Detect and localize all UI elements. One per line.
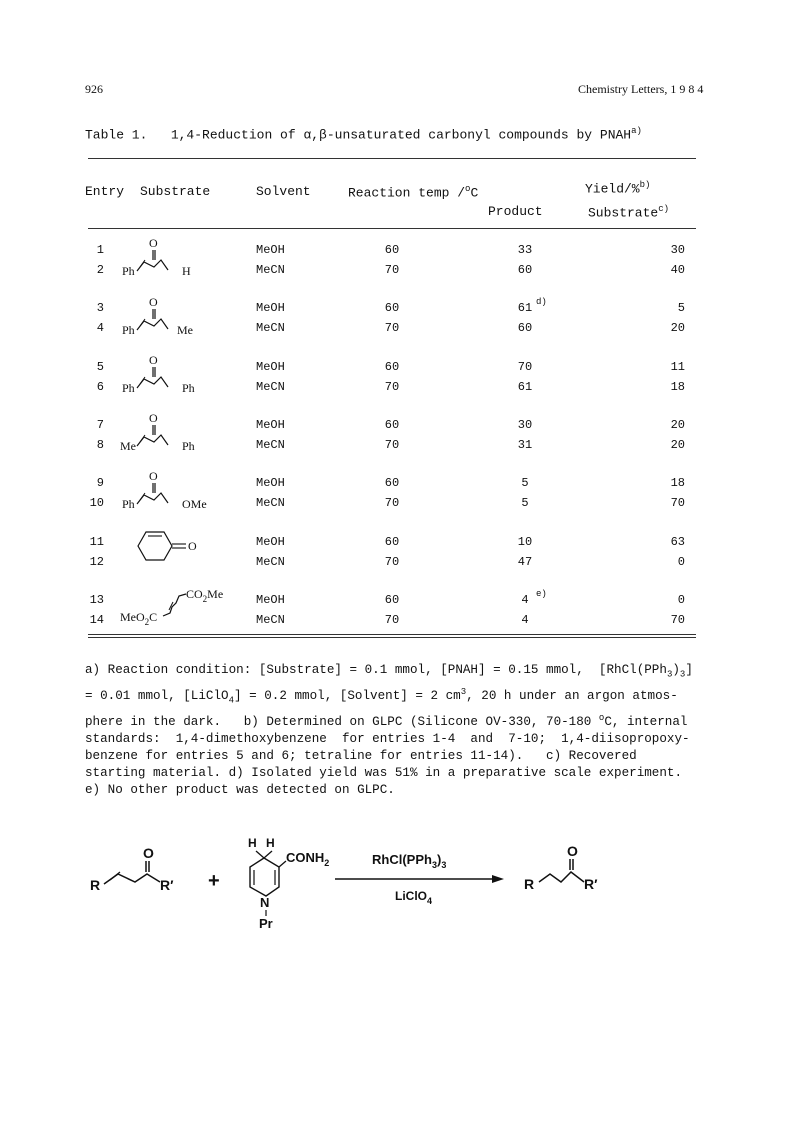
substrate-structure-5 <box>118 469 218 511</box>
entry-cell: 9 <box>96 476 104 491</box>
table-header-rule <box>88 228 696 229</box>
product-yield-cell: 33 <box>517 243 533 257</box>
solvent-cell: MeCN <box>256 263 285 277</box>
product-footnote-mark: e) <box>536 588 547 599</box>
header-solvent: Solvent <box>256 184 311 199</box>
pnah-h2-label: H <box>266 836 275 850</box>
header-recovered-substrate <box>588 204 669 220</box>
entry-cell: 1 <box>96 243 104 257</box>
ph-label: Ph <box>122 323 135 337</box>
solvent-cell: MeCN <box>256 612 285 627</box>
table-label: Table 1. <box>85 127 148 143</box>
meo2c-subscript: 2 <box>144 617 150 627</box>
pnah-conh2-label: $CONH_2$ <box>286 850 330 868</box>
product-yield-cell: 60 <box>517 321 533 336</box>
substrate-structure-2 <box>118 295 198 337</box>
substrate-structure-4 <box>118 411 208 453</box>
oxo-label: O <box>149 236 158 250</box>
ome-label: OMe <box>182 497 207 511</box>
entry-cell: 6 <box>96 379 104 394</box>
co2me-label <box>186 587 223 604</box>
product-yield-cell: 70 <box>517 359 533 374</box>
pnah-h1-label: H <box>248 836 257 850</box>
temp-cell: 70 <box>384 321 400 336</box>
entry-cell: 2 <box>96 263 104 277</box>
substrate-structure-7 <box>100 585 250 627</box>
oxo-label: O <box>149 469 158 483</box>
recovered-substrate-cell: 5 <box>677 301 685 316</box>
footnote-line-7: e) No other product was detected on GLPC. <box>85 782 395 797</box>
oxo-label: O <box>149 353 158 367</box>
product-yield-cell: 30 <box>517 417 533 432</box>
plus-sign: + <box>208 870 220 892</box>
co2me-part: CO <box>186 587 203 601</box>
header-product: Product <box>488 204 543 219</box>
ph-label: Ph <box>182 381 195 395</box>
temp-cell: 60 <box>384 534 400 549</box>
entry-cell: 14 <box>89 612 104 627</box>
reactant-oxo-label: O <box>143 845 154 861</box>
ph-label: Ph <box>122 264 135 278</box>
entry-cell: 4 <box>96 321 104 336</box>
temp-cell: 70 <box>384 437 400 452</box>
product-oxo-label: O <box>567 843 578 859</box>
reaction-arrow <box>335 852 504 906</box>
entry-cell: 7 <box>96 417 104 432</box>
header-recovered-label: Substrate <box>588 205 659 221</box>
temp-cell: 70 <box>384 496 400 511</box>
temp-cell: 70 <box>384 263 400 277</box>
header-temp-label: Reaction temp / <box>348 185 466 201</box>
recovered-substrate-cell: 11 <box>670 359 685 374</box>
temp-cell: 60 <box>384 417 400 432</box>
solvent-cell: MeOH <box>256 359 285 374</box>
reactant-r-label: R <box>90 877 101 893</box>
ph-label: Ph <box>122 381 135 395</box>
product-yield-cell: 5 <box>521 496 529 511</box>
recovered-substrate-cell: 63 <box>670 534 685 549</box>
header-yield-note: b) <box>639 180 651 190</box>
entry-cell: 12 <box>89 554 104 569</box>
product-yield-cell: 5 <box>521 476 529 491</box>
footnote-line-5: benzene for entries 5 and 6; tetraline for entries 11-14). c) Recovered <box>85 748 637 763</box>
substrate-structure-6 <box>128 525 208 567</box>
temp-cell: 60 <box>384 476 400 491</box>
reactant-rprime-label: R′ <box>160 877 174 893</box>
temp-cell: 70 <box>384 379 400 394</box>
footnote-line-6: starting material. d) Isolated yield was 51% in a preparative scale experiment. <box>85 765 683 780</box>
product-footnote-mark: d) <box>536 297 547 308</box>
temp-cell: 60 <box>384 243 400 257</box>
entry-cell: 10 <box>89 496 104 511</box>
meo2c-tail: C <box>149 610 158 624</box>
product-yield-cell: 31 <box>517 437 533 452</box>
pnah-n-label: N <box>260 895 270 910</box>
table-caption <box>85 126 642 142</box>
product-yield-cell: 60 <box>517 263 533 277</box>
me-label: Me <box>120 439 136 453</box>
recovered-substrate-cell: 70 <box>670 496 685 511</box>
product-ketone <box>524 843 598 892</box>
header-reaction-temp <box>348 184 478 200</box>
meo2c-label <box>120 610 157 627</box>
product-r-label: R <box>524 876 535 892</box>
entry-cell: 11 <box>89 534 104 549</box>
solvent-cell: MeCN <box>256 554 285 569</box>
recovered-substrate-cell: 20 <box>670 417 685 432</box>
solvent-cell: MeOH <box>256 301 285 316</box>
solvent-cell: MeCN <box>256 379 285 394</box>
recovered-substrate-cell: 30 <box>670 243 685 257</box>
temp-cell: 70 <box>384 612 400 627</box>
solvent-cell: MeOH <box>256 243 285 257</box>
substrate-structure-3 <box>118 353 208 395</box>
oxo-label: O <box>149 411 158 425</box>
product-yield-cell: 61 <box>517 379 533 394</box>
product-yield-cell: 4 <box>521 612 529 627</box>
ph-label: Ph <box>182 439 195 453</box>
product-footnote <box>536 297 547 313</box>
solvent-cell: MeOH <box>256 592 285 607</box>
meo2c-part: MeO <box>120 610 145 624</box>
table-footnotes <box>85 662 705 799</box>
pnah-pr-label: Pr <box>259 916 273 930</box>
table-bottom-rule-2 <box>88 637 696 638</box>
footnote-line-2: = 0.01 mmol, [LiClO$_4$] = 0.2 mmol, [Solvent] = 2 $cm^3$, 20 h under an argon atmos- <box>85 686 678 706</box>
temp-cell: 60 <box>384 301 400 316</box>
entry-cell: 8 <box>96 437 104 452</box>
co2me-subscript: 2 <box>202 594 208 604</box>
footnote-line-3: phere in the dark. b) Determined on GLPC (Silicone OV-330, 70-180 $^o$C, internal <box>85 712 688 729</box>
solvent-cell: MeOH <box>256 534 285 549</box>
page-number: 926 <box>85 82 103 96</box>
footnote-line-1: a) Reaction condition: [Substrate] = 0.1 mmol, [PNAH] = 0.15 mmol, $[RhCl(PPh_3)_3]$ <box>85 663 693 680</box>
product-footnote <box>536 589 547 605</box>
catalyst-label: $RhCl(PPh_3)_3$ <box>372 852 447 870</box>
recovered-substrate-cell: 18 <box>670 379 685 394</box>
ph-label: Ph <box>122 497 135 511</box>
header-recovered-note: c) <box>658 204 670 214</box>
temp-cell: 60 <box>384 359 400 374</box>
header-substrate: Substrate <box>140 184 211 199</box>
oxo-label: O <box>188 539 197 553</box>
product-yield-cell: 61 <box>517 301 533 316</box>
product-rprime-label: R′ <box>584 876 598 892</box>
product-yield-cell: 47 <box>517 554 533 569</box>
solvent-cell: MeCN <box>256 437 285 452</box>
header-entry: Entry <box>85 184 125 199</box>
product-yield-cell: 4 <box>521 592 529 607</box>
recovered-substrate-cell: 18 <box>670 476 685 491</box>
entry-cell: 13 <box>89 592 104 607</box>
journal-title: Chemistry Letters, 1 9 8 4 <box>578 82 704 96</box>
header-yield <box>585 180 650 196</box>
recovered-substrate-cell: 0 <box>677 592 685 607</box>
solvent-cell: MeCN <box>256 496 285 511</box>
header-temp-unit: C <box>470 185 479 201</box>
pnah-structure <box>248 836 329 930</box>
reactant-enone <box>90 845 174 893</box>
header-temp-degree: o <box>465 184 471 194</box>
reaction-scheme <box>90 830 730 930</box>
entry-cell: 3 <box>96 301 104 316</box>
header-yield-label: Yield/% <box>585 181 640 197</box>
caption-footnote-mark: a) <box>631 126 642 136</box>
h-label: H <box>182 264 191 278</box>
temp-cell: 70 <box>384 554 400 569</box>
solvent-cell: MeCN <box>256 321 285 336</box>
solvent-cell: MeOH <box>256 476 285 491</box>
co2me-tail: Me <box>207 587 224 601</box>
footnote-line-4: standards: 1,4-dimethoxybenzene for entries 1-4 and 7-10; 1,4-diisopropoxy- <box>85 731 690 746</box>
substrate-structure-1 <box>118 236 198 278</box>
solvent-cell: MeOH <box>256 417 285 432</box>
table-title: 1,4-Reduction of α,β-unsaturated carbonyl compounds by PNAH <box>170 127 632 143</box>
temp-cell: 60 <box>384 592 400 607</box>
table-bottom-rule-1 <box>88 634 696 635</box>
oxo-label: O <box>149 295 158 309</box>
recovered-substrate-cell: 40 <box>670 263 685 277</box>
recovered-substrate-cell: 20 <box>670 321 685 336</box>
recovered-substrate-cell: 70 <box>670 612 685 627</box>
entry-cell: 5 <box>96 359 104 374</box>
recovered-substrate-cell: 20 <box>670 437 685 452</box>
recovered-substrate-cell: 0 <box>677 554 685 569</box>
product-yield-cell: 10 <box>517 534 533 549</box>
me-label: Me <box>177 323 193 337</box>
additive-label: LiClO$_4$ <box>395 889 433 906</box>
table-top-rule <box>88 158 696 159</box>
